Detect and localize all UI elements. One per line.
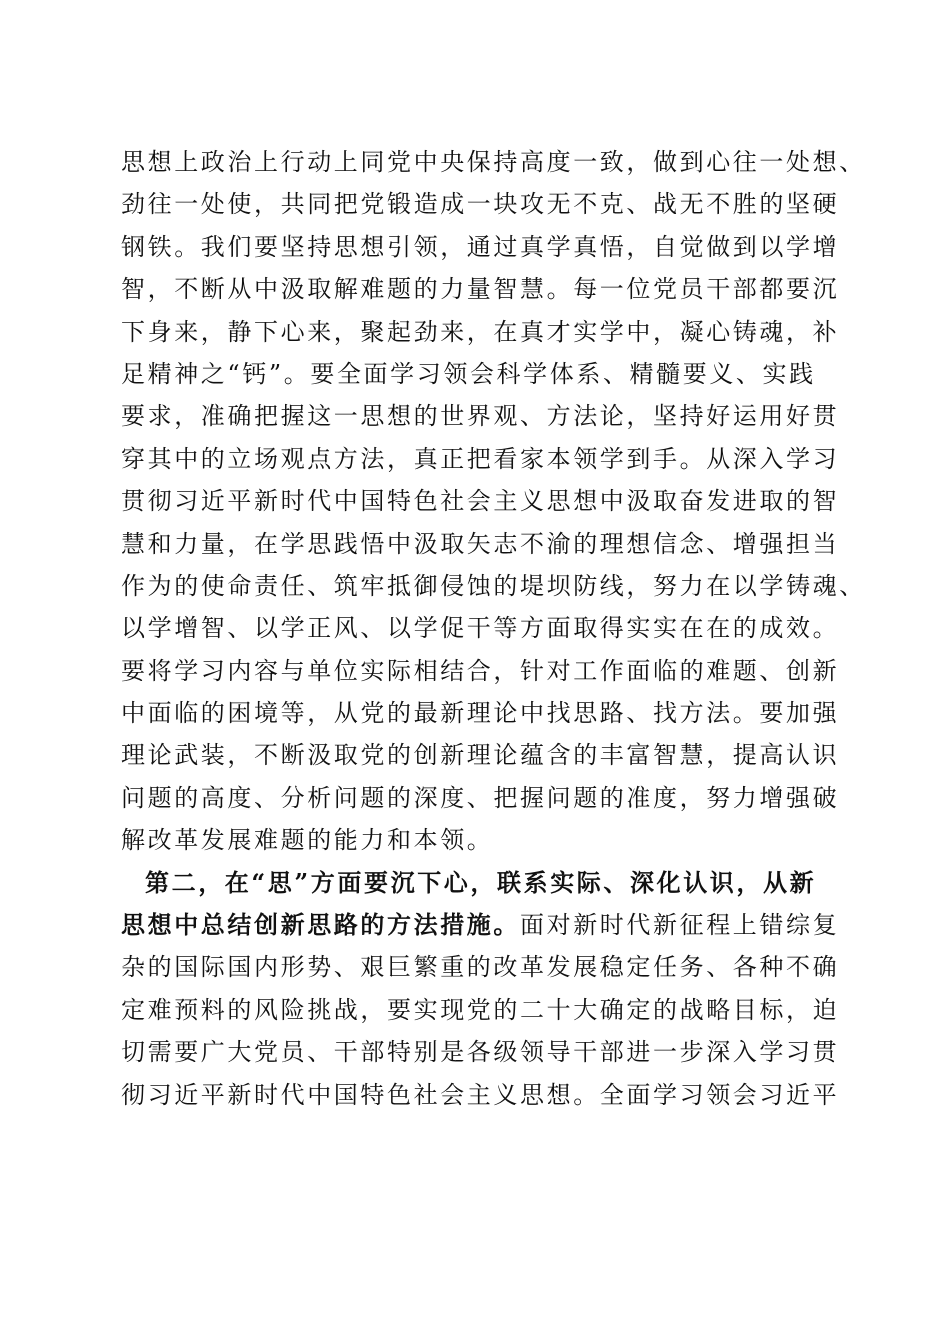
text-line: 思想上政治上行动上同党中央保持高度一致，做到心往一处想、 — [121, 148, 866, 176]
text-line: 中面临的困境等，从党的最新理论中找思路、找方法。要加强 — [121, 699, 840, 728]
section-heading: 第二，在“思”方面要沉下心，联系实际、深化认识，从新 — [145, 867, 817, 897]
text-line: 钢铁。我们要坚持思想引领，通过真学真悟，自觉做到以学增 — [121, 232, 840, 261]
text-line: 切需要广大党员、干部特别是各级领导干部进一步深入学习贯 — [121, 1038, 840, 1067]
text-line — [121, 904, 841, 946]
text-line: 下身来，静下心来，聚起劲来，在真才实学中，凝心铸魂，补 — [121, 317, 840, 346]
text-line: 彻习近平新时代中国特色社会主义思想。全面学习领会习近平 — [121, 1080, 840, 1109]
text-line: 劲往一处使，共同把党锻造成一块攻无不克、战无不胜的坚硬 — [121, 190, 840, 219]
body-text — [121, 141, 866, 1116]
text-line: 足精神之“钙”。要全面学习领会科学体系、精髓要义、实践 — [121, 359, 816, 388]
text-line: 智，不断从中汲取解难题的力量智慧。每一位党员干部都要沉 — [121, 275, 840, 304]
text-line: 贯彻习近平新时代中国特色社会主义思想中汲取奋发进取的智 — [121, 487, 840, 516]
text-line: 解改革发展难题的能力和本领。 — [121, 826, 494, 855]
text-line: 问题的高度、分析问题的深度、把握问题的准度，努力增强破 — [121, 783, 840, 812]
text-line: 要求，准确把握这一思想的世界观、方法论，坚持好运用好贯 — [121, 402, 840, 431]
text-line: 杂的国际国内形势、艰巨繁重的改革发展稳定任务、各种不确 — [121, 953, 840, 982]
text-line: 理论武装，不断汲取党的创新理论蕴含的丰富智慧，提高认识 — [121, 741, 840, 770]
text-line-rest: 面对新时代新征程上错综复 — [520, 911, 840, 940]
text-line: 定难预料的风险挑战，要实现党的二十大确定的战略目标，迫 — [121, 995, 840, 1024]
text-line: 作为的使命责任、筑牢抵御侵蚀的堤坝防线，努力在以学铸魂、 — [121, 571, 866, 600]
text-line: 穿其中的立场观点方法，真正把看家本领学到手。从深入学习 — [121, 444, 840, 473]
section-heading-continuation: 思想中总结创新思路的方法措施。 — [121, 910, 520, 940]
text-line: 慧和力量，在学思践悟中汲取矢志不渝的理想信念、增强担当 — [121, 529, 840, 558]
text-line: 要将学习内容与单位实际相结合，针对工作面临的难题、创新 — [121, 656, 840, 685]
text-line: 以学增智、以学正风、以学促干等方面取得实实在在的成效。 — [121, 614, 840, 643]
